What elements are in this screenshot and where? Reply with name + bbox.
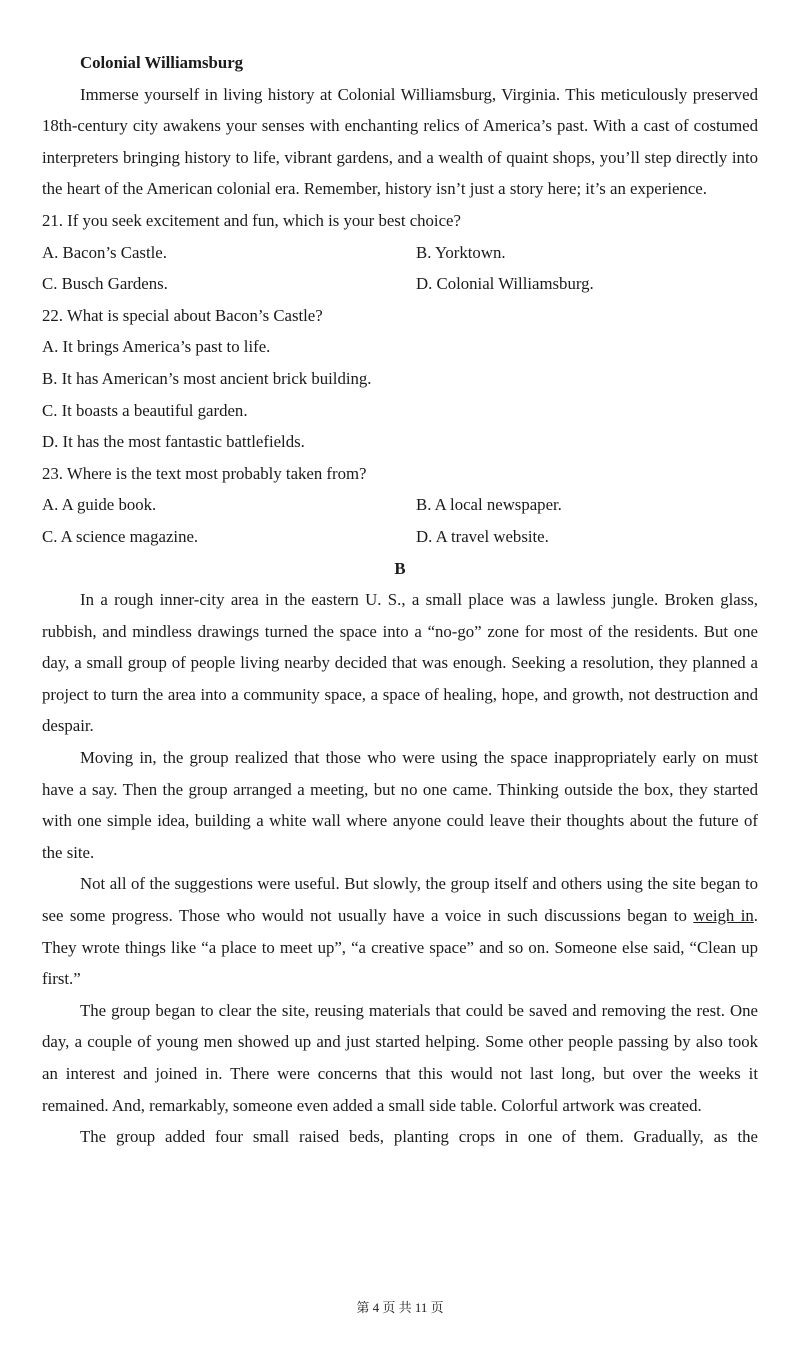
passage-b-paragraph-2: Moving in, the group realized that those who were using the space inappropriately early on must have a say. Then the group arranged a meeting, but no one came. Thinking outside the box, they started with one simple idea, building a white wall where anyone could leave their thoughts about the future of the site. (42, 748, 758, 862)
paragraph-3-text-before: Not all of the suggestions were useful. But slowly, the group itself and others using the site began to see some progress. Those who would not usually have a voice in such discussions began to (42, 874, 758, 926)
option-23-c: C. A science magazine. (42, 526, 199, 546)
option-23-a: A. A guide book. (42, 495, 157, 515)
question-21-stem: 21. If you seek excitement and fun, which is your best choice? (42, 210, 461, 230)
option-22-b: B. It has American’s most ancient brick building. (42, 368, 372, 388)
passage-b-paragraph-3 (42, 868, 758, 994)
question-22 (42, 300, 758, 458)
passage-a-heading: Colonial Williamsburg (80, 53, 244, 72)
paragraph-3-text-after: . They wrote things like “a place to meet up”, “a creative space” and so on. Someone else said, “Clean up first.” (42, 906, 758, 989)
underlined-phrase: weigh in (693, 906, 754, 926)
question-23-options-row-1 (42, 489, 758, 521)
question-22-stem: 22. What is special about Bacon’s Castle? (42, 305, 323, 325)
option-23-b: B. A local newspaper. (416, 495, 562, 515)
option-22-a: A. It brings America’s past to life. (42, 337, 271, 357)
question-21-options-row-1 (42, 237, 758, 269)
question-23-stem: 23. Where is the text most probably taken from? (42, 463, 367, 483)
question-21-options-row-2 (42, 268, 758, 300)
passage-b-section-label: B (394, 558, 406, 578)
option-21-a: A. Bacon’s Castle. (42, 242, 167, 262)
question-21 (42, 205, 758, 300)
option-21-d: D. Colonial Williamsburg. (416, 274, 594, 294)
option-21-c: C. Busch Gardens. (42, 274, 168, 294)
option-22-d: D. It has the most fantastic battlefields. (42, 432, 305, 452)
option-21-b: B. Yorktown. (416, 242, 506, 262)
passage-a-paragraph: Immerse yourself in living history at Colonial Williamsburg, Virginia. This meticulously preserved 18th-century city awakens your senses with enchanting relics of America’s past. With a cast of costumed interpreters bringing history to life, vibrant gardens, and a wealth of quaint shops, you’ll step directly into the heart of the American colonial era. Remember, history isn’t just a story here; it’s an experience. (42, 84, 758, 199)
question-23-options-row-2 (42, 521, 758, 553)
passage-b-paragraph-1: In a rough inner-city area in the eastern U. S., a small place was a lawless jungle. Broken glass, rubbish, and mindless drawings turned the space into a “no-go” zone for most of the residents. But one day, a small group of people living nearby decided that was enough. Seeking a resolution, they planned a project to turn the area into a community space, a space of healing, hope, and growth, not destruction and despair. (42, 590, 758, 736)
question-23 (42, 458, 758, 553)
passage-b-paragraph-4: The group began to clear the site, reusing materials that could be saved and removing the rest. One day, a couple of young men showed up and just started helping. Some other people passing by also took an interest and joined in. There were concerns that this would not last long, but over the weeks it remained. And, remarkably, someone even added a small side table. Colorful artwork was created. (42, 1000, 758, 1115)
page-number-footer: 第 4 页 共 11 页 (356, 1300, 444, 1315)
passage-b-paragraph-5: The group added four small raised beds, planting crops in one of them. Gradually, as the (80, 1127, 758, 1147)
option-22-c: C. It boasts a beautiful garden. (42, 400, 248, 420)
option-23-d: D. A travel website. (416, 526, 549, 546)
